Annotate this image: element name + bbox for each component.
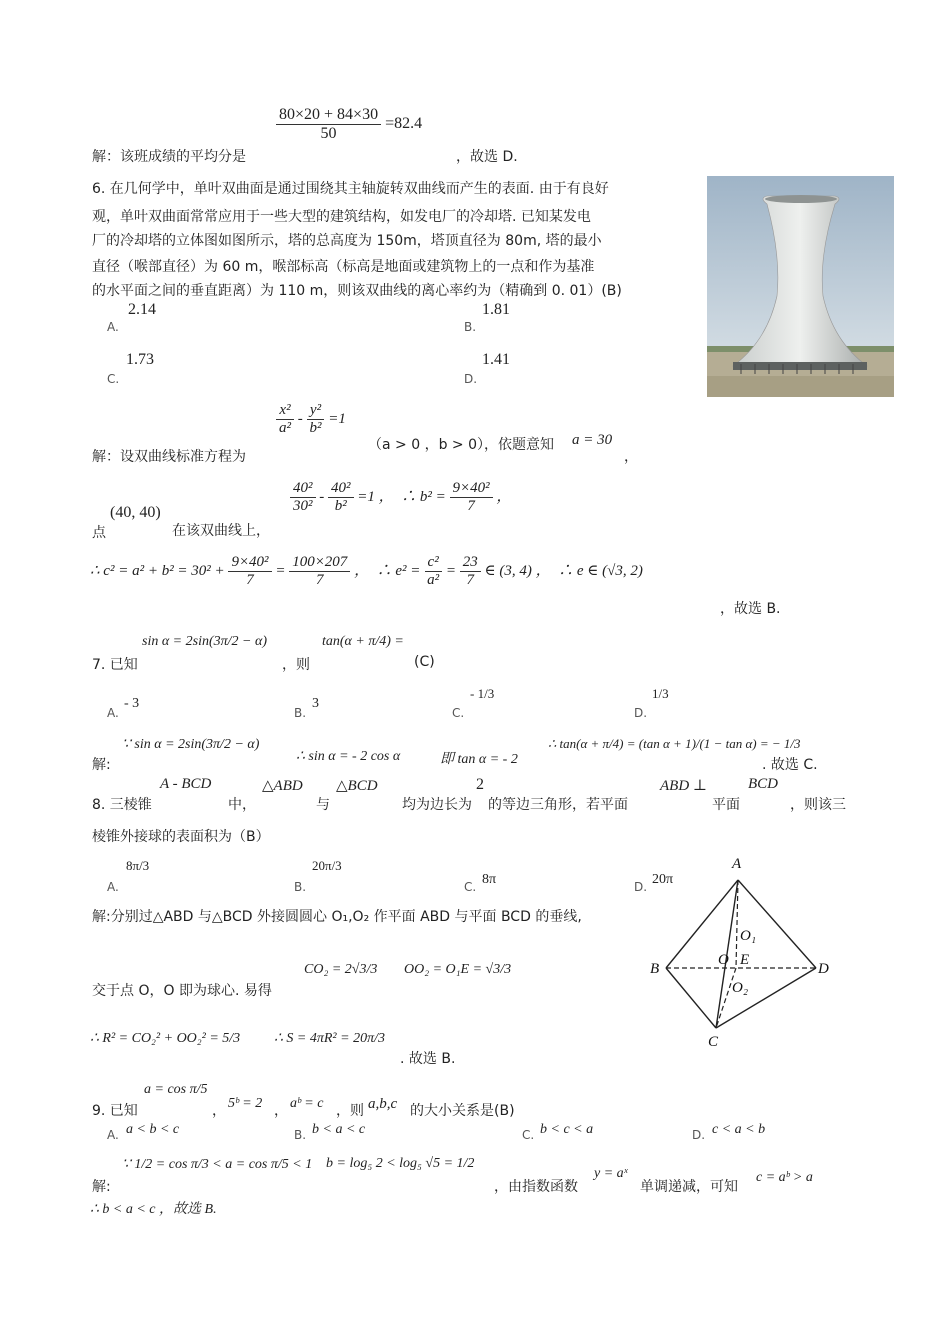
cooling-tower-image <box>707 176 894 397</box>
q5-solution-label: 解：该班成绩的平均分是 <box>92 149 246 165</box>
q7-sol-4: ∴ tan(α + π/4) = (tan α + 1)/(1 − tan α) = − 1/3 <box>548 736 801 751</box>
q7-option-d-label: D. <box>634 706 648 720</box>
q9-stem-2: ，则 <box>336 1103 364 1119</box>
q9-option-b-value: b < a < c <box>312 1122 366 1137</box>
label-c: C <box>708 1034 719 1050</box>
q6-stem-line-4: 直径（喉部直径）为 60 m，喉部标高（标高是地面或建筑物上的一点和作为基准 <box>92 259 595 275</box>
q6-option-d-label: D. <box>464 372 478 386</box>
q6-sol1-cond: （a > 0 ，b > 0），依题意知 <box>368 437 554 453</box>
q9-option-a-label: A. <box>107 1128 119 1142</box>
q8-sol-3b: ∴ S = 4πR² = 20π/3 <box>274 1031 385 1046</box>
q9-comma-2: ， <box>274 1103 288 1119</box>
q6-sol3-frac3-num: 23 <box>460 554 481 572</box>
q6-sol3-in: ∈ (3, 4) <box>484 562 532 579</box>
label-b: B <box>650 961 660 977</box>
q5-frac-den: 50 <box>320 125 337 142</box>
q9-stem-3: 的大小关系是(B) <box>410 1103 515 1119</box>
q8-stem-line2: 棱锥外接球的表面积为（B） <box>92 829 270 845</box>
q8-stem-2: 中， <box>228 797 256 813</box>
q5-result: =82.4 <box>385 115 423 133</box>
q8-stem-7: ，则该三 <box>790 797 846 813</box>
q6-sol2-point: (40, 40) <box>110 504 161 521</box>
q7-option-c-label: C. <box>452 706 465 720</box>
q8-stem-abd: △ABD <box>262 778 303 794</box>
q8-option-c-value: 8π <box>482 872 497 887</box>
q9-stem-abc: a,b,c <box>368 1096 398 1112</box>
q8-option-a-label: A. <box>107 880 119 894</box>
q9-option-b-label: B. <box>294 1128 307 1142</box>
q7-stem-then: ，则 <box>282 657 310 673</box>
q8-sol-1: 解:分别过△ABD 与△BCD 外接圆圆心 O₁,O₂ 作平面 ABD 与平面 BCD 的垂线, <box>92 909 582 925</box>
q9-sol-1: ∵ 1/2 = cos π/3 < a = cos π/5 < 1 <box>122 1157 313 1172</box>
q6-stem-line-3: 厂的冷却塔的立体图如图所示，塔的总高度为 150m，塔顶直径为 80m, 塔的最小 <box>92 233 602 249</box>
q9-sol-label: 解: <box>92 1179 111 1195</box>
edge-bc <box>666 968 716 1028</box>
q7-option-a-label: A. <box>107 706 119 720</box>
label-o1: O₁ <box>740 928 757 944</box>
q5-tail: ，故选 D. <box>456 149 518 165</box>
q8-option-b-value: 20π/3 <box>312 858 342 873</box>
q7-sol-label: 解: <box>92 757 111 773</box>
q8-stem-bcd: △BCD <box>336 778 378 794</box>
q6-sol3-c2-text: ∴ c² = a² + b² = 30² + <box>90 562 225 579</box>
q8-stem-6: 平面 <box>712 797 740 813</box>
q7-option-d-value: 1/3 <box>652 686 669 701</box>
q9-sol-line2: ∴ b < a < c ，故选 B. <box>90 1202 217 1217</box>
q8-option-d-value: 20π <box>652 872 674 887</box>
q8-stem-5: 的等边三角形，若平面 <box>488 797 628 813</box>
q8-stem-abcd: A - BCD <box>160 776 212 792</box>
label-o2: O₂ <box>732 980 749 996</box>
q8-stem-2val: 2 <box>476 776 484 793</box>
q6-point-equation: $\frac{\text{40²}}{\text{30²}}$ - $\frac{\text{40²}}{\text{b²}}$ =1 ， ∴ b² = $\frac{\text{9×40²}}{7}$ ， <box>290 480 511 515</box>
q6-stem-line-2: 观，单叶双曲面常常应用于一些大型的建筑结构，如发电厂的冷却塔. 已知某发电 <box>92 209 591 225</box>
q6-sol1-a: a = 30 <box>572 432 613 448</box>
q9-stem-a: a = cos π/5 <box>144 1082 208 1097</box>
q9-option-c-label: C. <box>522 1128 535 1142</box>
line-ec <box>716 968 736 1028</box>
q6-sol3-frac2-den: 7 <box>316 572 324 588</box>
q9-option-a-value: a < b < c <box>126 1122 180 1137</box>
q6-sol2-text: 在该双曲线上， <box>172 523 270 539</box>
q6-sol3-frac2-num: 100×207 <box>289 554 350 572</box>
q6-sol3-tail: ，故选 B. <box>720 601 781 617</box>
q6-sol1-label: 解：设双曲线标准方程为 <box>92 449 246 465</box>
q6-sol3-c2: ∴ c² = a² + b² = 30² + $\frac{\text{9×40²}}{7}$ = $\frac{100\times 207}{7}$ ， ∴ e² = $\frac{\text{c²}}{\text{a²}}$ = $\frac{23}{7}$ ∈ (3, 4) ， ∴ e ∈ (√3, 2) <box>90 554 643 588</box>
q7-option-b-value: 3 <box>312 696 319 711</box>
q7-stem-ask: tan(α + π/4) = <box>322 634 404 649</box>
q6-sol3-frac-den: 7 <box>246 572 254 588</box>
q7-option-c-value: - 1/3 <box>470 686 495 701</box>
q7-stem-eq: sin α = 2sin(3π/2 − α) <box>142 634 267 649</box>
q9-sol-2: b = log₅ 2 < log₅ √5 = 1/2 <box>326 1156 475 1171</box>
q8-option-a-value: 8π/3 <box>126 858 150 873</box>
q8-stem-abd2: ABD ⊥ <box>660 778 708 794</box>
q9-option-c-value: b < c < a <box>540 1122 594 1137</box>
q8-sol-tail: . 故选 B. <box>400 1051 456 1067</box>
q9-sol-3: ，由指数函数 <box>494 1179 578 1195</box>
q6-stem-line-5: 的水平面之间的垂直距离）为 110 m，则该双曲线的离心率约为（精确到 0. 01）(B) <box>92 283 622 299</box>
q6-stem-line-1: 6. 在几何学中，单叶双曲面是通过围绕其主轴旋转双曲线而产生的表面. 由于有良好 <box>92 181 609 197</box>
q6-sol2-label: 点 <box>92 525 106 541</box>
q7-sol-3: 即 tan α = - 2 <box>440 752 518 767</box>
q6-sol1-comma: ， <box>624 449 638 465</box>
q6-sol3-frac-num: 9×40² <box>228 554 271 572</box>
q7-sol-1: ∵ sin α = 2sin(3π/2 − α) <box>122 737 260 752</box>
q8-sol-3a: ∴ R² = CO₂² + OO₂² = 5/3 <box>90 1031 241 1046</box>
q6-option-a-value: 2.14 <box>128 301 156 318</box>
q8-stem-4: 均为边长为 <box>402 797 472 813</box>
q7-sol-tail: . 故选 C. <box>762 757 818 773</box>
q7-stem-label: 7. 已知 <box>92 657 138 673</box>
q6-option-a-label: A. <box>107 320 119 334</box>
q6-hyperbola-equation: $\frac{\text{x²}}{\text{a²}}$ - $\frac{\text{y²}}{\text{b²}}$ =1 <box>276 402 346 437</box>
q6-sol3-e2: ∴ e² = <box>376 562 421 579</box>
q9-sol-4: 单调递减，可知 <box>640 1179 738 1195</box>
q8-sol-co2: CO₂ = 2√3/3 <box>304 962 378 977</box>
label-a: A <box>732 856 742 872</box>
edge-dc <box>716 968 816 1028</box>
label-o: O <box>718 952 729 968</box>
q6-option-b-value: 1.81 <box>482 301 510 318</box>
q8-option-c-label: C. <box>464 880 477 894</box>
edge-ad <box>738 880 816 968</box>
q5-fraction <box>276 106 422 143</box>
q8-option-d-label: D. <box>634 880 648 894</box>
q9-option-d-value: c < a < b <box>712 1122 766 1137</box>
q8-sol-oo2: OO₂ = O₁E = √3/3 <box>404 962 512 977</box>
q7-option-a-value: - 3 <box>124 696 140 711</box>
q6-option-b-label: B. <box>464 320 477 334</box>
tetrahedron-figure <box>640 850 840 1050</box>
q8-stem-3: 与 <box>316 797 330 813</box>
q9-sol-yax: y = aˣ <box>594 1166 628 1181</box>
q8-option-b-label: B. <box>294 880 307 894</box>
q6-option-c-label: C. <box>107 372 120 386</box>
q9-stem-b: 5ᵇ = 2 <box>228 1096 263 1111</box>
label-d: D <box>818 961 829 977</box>
q6-option-c-value: 1.73 <box>126 351 154 368</box>
q6-option-d-value: 1.41 <box>482 351 510 368</box>
q6-sol3-e: ∴ e ∈ (√3, 2) <box>558 562 643 579</box>
q7-stem-answer: (C) <box>414 654 435 670</box>
label-e: E <box>740 952 750 968</box>
q8-stem-1: 8. 三棱锥 <box>92 797 152 813</box>
q9-comma-1: ， <box>212 1103 226 1119</box>
q9-option-d-label: D. <box>692 1128 706 1142</box>
q9-stem-1: 9. 已知 <box>92 1103 138 1119</box>
q5-frac-num: 80×20 + 84×30 <box>276 106 381 125</box>
q9-sol-5: c = aᵇ > a <box>756 1170 813 1185</box>
q6-sol3-frac3-den: 7 <box>466 572 474 588</box>
q8-sol-2: 交于点 O，O 即为球心. 易得 <box>92 983 272 999</box>
q6-sol3-eq: = <box>275 562 286 579</box>
q7-option-b-label: B. <box>294 706 307 720</box>
q7-sol-2: ∴ sin α = - 2 cos α <box>296 749 401 764</box>
q9-stem-c: aᵇ = c <box>290 1096 324 1111</box>
q8-stem-bcd2: BCD <box>748 776 778 792</box>
